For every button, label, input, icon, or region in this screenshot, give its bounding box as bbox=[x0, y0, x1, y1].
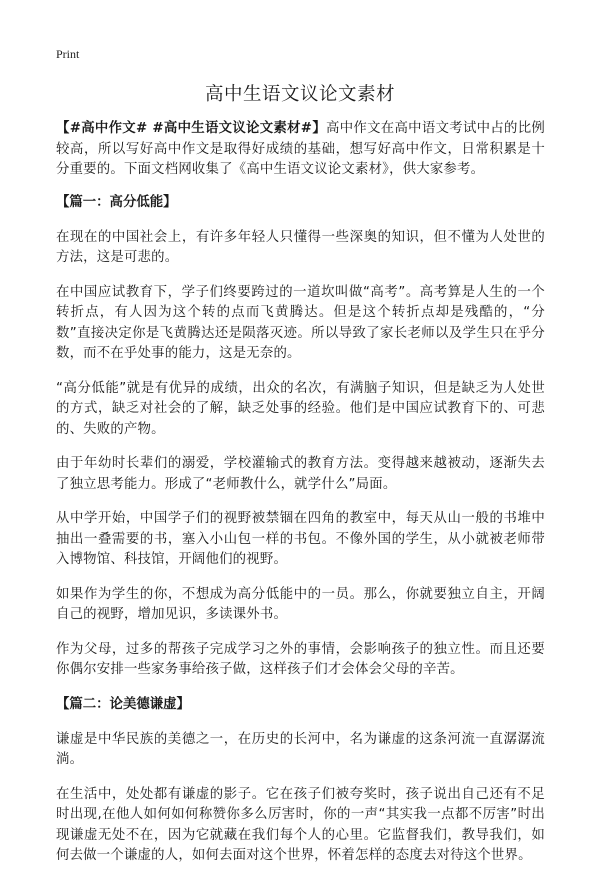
paragraph: 在中国应试教育下，学子们终要跨过的一道坎叫做“高考”。高考算是人生的一个转折点，有人因为这个转的点而飞黄腾达。但是这个转折点却是残酷的，“分数”直接决定你是飞黄腾达还是陨落灭迹。所以导致了家长老师以及学生只在乎分数，而不在乎处事的能力，这是无奈的。 bbox=[56, 284, 545, 361]
paragraph: 由于年幼时长辈们的溺爱，学校灌输式的教育方法。变得越来越被动，逐渐失去了独立思考能力。形成了“老师教什么，就学什么”局面。 bbox=[56, 456, 545, 492]
paragraph: 在现在的中国社会上，有许多年轻人只懂得一些深奥的知识，但不懂为人处世的方法，这是可悲的。 bbox=[56, 229, 545, 265]
paragraph: 谦虚是中华民族的美德之一，在历史的长河中，名为谦虚的这条河流一直潺潺流淌。 bbox=[56, 731, 545, 767]
page-title: 高中生语文议论文素材 bbox=[204, 84, 395, 105]
section-heading: 【篇一：高分低能】 bbox=[56, 194, 177, 210]
paragraph: “高分低能”就是有优异的成绩，出众的名次，有满脑子知识，但是缺乏为人处世的方式，缺乏对社会的了解，缺乏处事的经验。他们是中国应试教育下的、可悲的、失败的产物。 bbox=[56, 380, 545, 437]
paragraph: 在生活中，处处都有谦虚的影子。它在孩子们被夸奖时，孩子说出自己还有不足时出现,在他人如何如何称赞你多么厉害时，你的一声“其实我一点都不厉害”时出现谦虚无处不在，因为它就藏在我们每个人的心里。它监督我们，教导我们，如何去做一个谦虚的人，如何去面对这个世界，怀着怎样的态度去对待这个世界。 bbox=[56, 786, 545, 863]
paragraph: 从中学开始，中国学子们的视野被禁锢在四角的教室中，每天从山一般的书堆中抽出一叠需要的书，塞入小山包一样的书包。不像外国的学生，从小就被老师带入博物馆、科技馆，开阔他们的视野。 bbox=[56, 511, 545, 567]
paragraph: 如果作为学生的你，不想成为高分低能中的一员。那么，你就要独立自主，开阔自己的视野，增加见识，多读课外书。 bbox=[56, 586, 545, 622]
paragraph: 作为父母，过多的帮孩子完成学习之外的事情，会影响孩子的独立性。而且还要你偶尔安排一些家务事给孩子做，这样孩子们才会体会父母的辛苦。 bbox=[56, 641, 545, 677]
section-heading: 【篇二：论美德谦虚】 bbox=[56, 696, 190, 712]
intro-text: 高中作文在高中语文考试中占的比例较高，所以写好高中作文是取得好成绩的基础，想写好高中作文，日常积累是十分重要的。下面文档网收集了《高中生语文议论文素材》，供大家参考。 bbox=[56, 121, 546, 177]
intro-paragraph bbox=[56, 119, 545, 181]
print-label: Print bbox=[56, 47, 80, 61]
intro-tag: 【#高中作文# #高中生语文议论文素材#】 bbox=[56, 121, 327, 136]
article-body bbox=[56, 119, 545, 881]
